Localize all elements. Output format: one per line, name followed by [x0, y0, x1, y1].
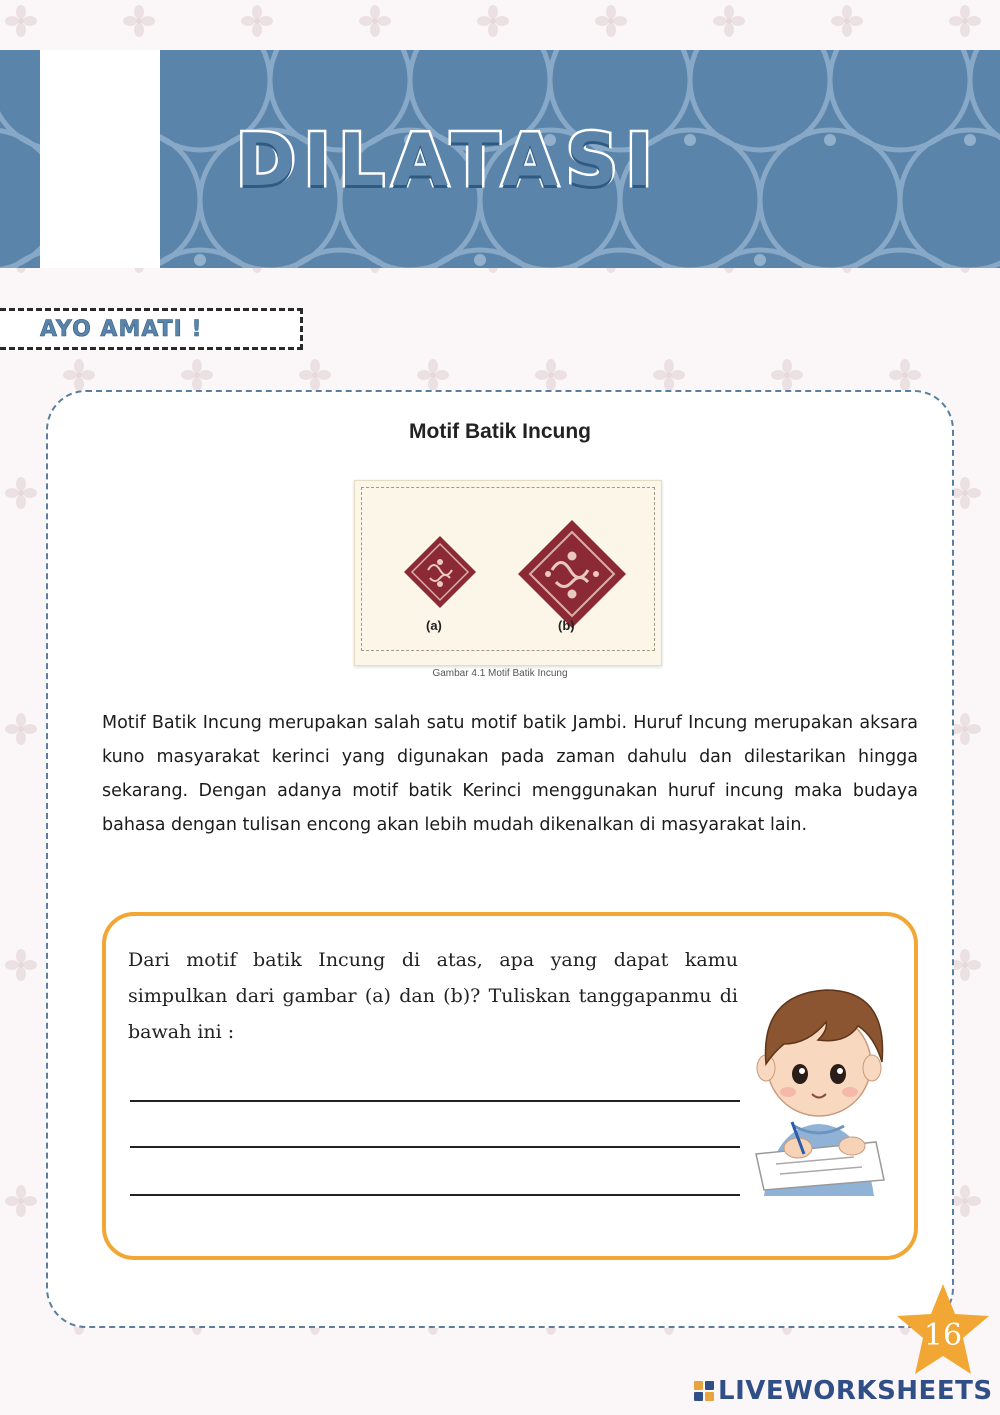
- background-flower-icon: [888, 358, 922, 392]
- background-flower-icon: [62, 358, 96, 392]
- content-card: [46, 390, 954, 1328]
- question-text: Dari motif batik Incung di atas, apa yang dapat kamu simpulkan dari gambar (a) dan (b)? Tuliskan tanggapanmu di bawah ini :: [128, 949, 738, 1043]
- background-flower-icon: [4, 712, 38, 746]
- background-flower-icon: [122, 4, 156, 38]
- question-box: [102, 912, 918, 1260]
- card-title: Motif Batik Incung: [409, 420, 591, 443]
- figure-caption: Gambar 4.1 Motif Batik Incung: [432, 668, 568, 679]
- background-flower-icon: [770, 358, 804, 392]
- background-flower-icon: [416, 358, 450, 392]
- background-flower-icon: [298, 358, 332, 392]
- background-flower-icon: [476, 4, 510, 38]
- background-flower-icon: [180, 358, 214, 392]
- figure-label-b: (b): [558, 618, 575, 633]
- batik-motif-large: [512, 514, 632, 634]
- figure-label-a: (a): [426, 618, 442, 633]
- page-number: 16: [923, 1318, 963, 1353]
- batik-motif-small: [400, 532, 480, 612]
- answer-line-1[interactable]: [130, 1100, 740, 1102]
- background-flower-icon: [712, 4, 746, 38]
- answer-line-3[interactable]: [130, 1194, 740, 1196]
- background-flower-icon: [4, 948, 38, 982]
- liveworksheets-logo-icon: [694, 1381, 714, 1401]
- watermark-text: LIVEWORKSHEETS: [718, 1376, 993, 1406]
- background-flower-icon: [830, 4, 864, 38]
- background-flower-icon: [534, 358, 568, 392]
- background-flower-icon: [4, 1184, 38, 1218]
- description-paragraph: Motif Batik Incung merupakan salah satu motif batik Jambi. Huruf Incung merupakan aksara kuno masyarakat kerinci yang digunakan pada zaman dahulu dan dilestarikan hingga sekarang. Dengan adanya motif batik Kerinci menggunakan huruf incung maka budaya bahasa dengan tulisan encong akan lebih mudah dikenalkan di masyarakat lain.: [102, 713, 918, 835]
- section-label: AYO AMATI !: [0, 308, 303, 350]
- background-flower-icon: [4, 4, 38, 38]
- page-title: DILATASI: [236, 118, 661, 202]
- banner-white-block: [40, 50, 160, 268]
- background-flower-icon: [652, 358, 686, 392]
- background-flower-icon: [4, 476, 38, 510]
- background-flower-icon: [948, 4, 982, 38]
- background-flower-icon: [358, 4, 392, 38]
- figure-frame: [361, 487, 655, 651]
- answer-line-2[interactable]: [130, 1146, 740, 1148]
- background-flower-icon: [594, 4, 628, 38]
- writing-child-illustration: [734, 976, 904, 1196]
- liveworksheets-watermark: [694, 1376, 993, 1406]
- batik-figure: [354, 480, 662, 666]
- background-flower-icon: [240, 4, 274, 38]
